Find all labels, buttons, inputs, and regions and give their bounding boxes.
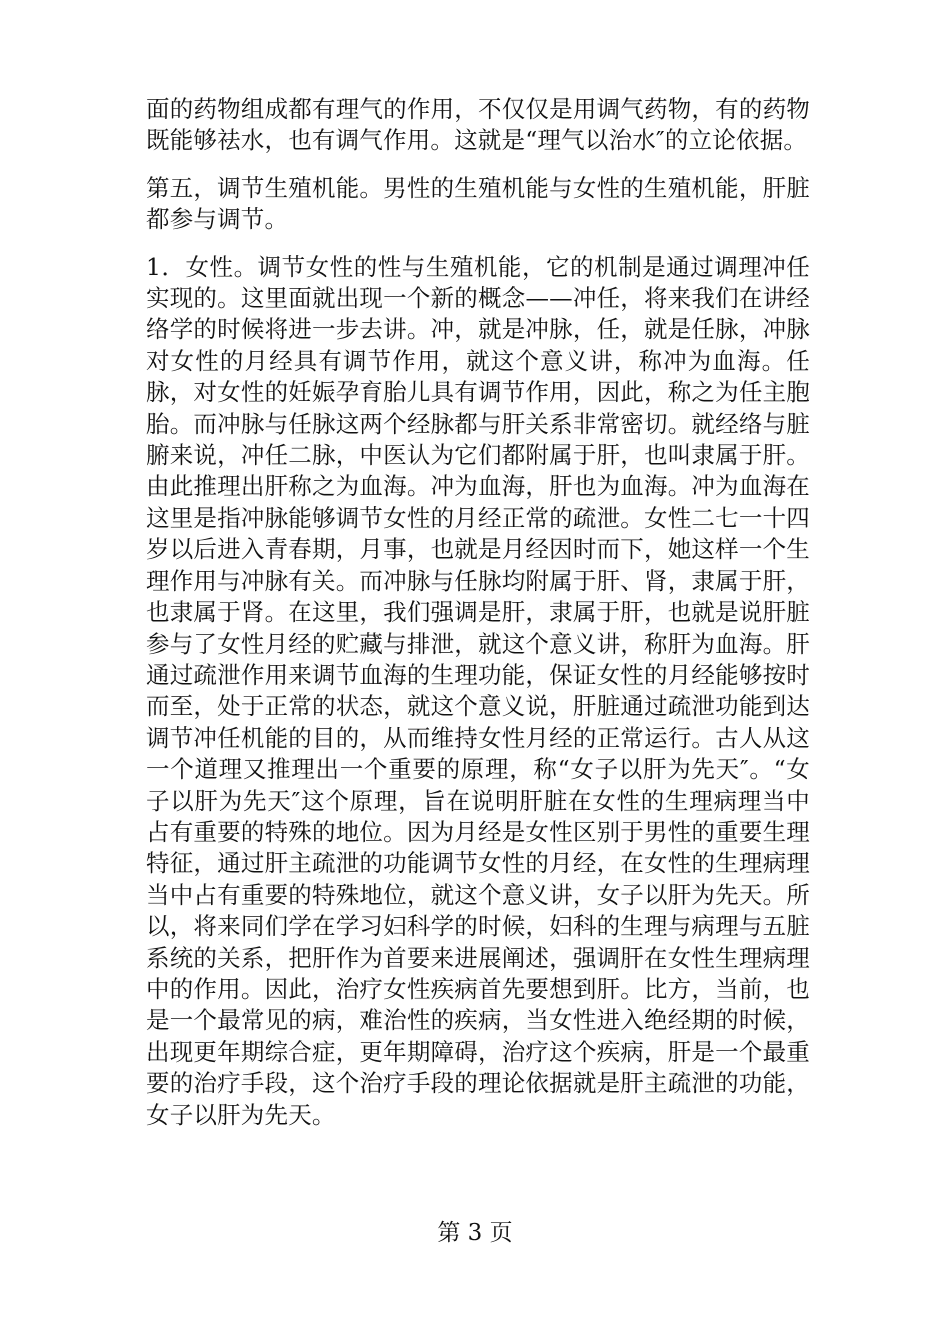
- document-body: [146, 94, 810, 1131]
- page-number-footer: 第 3 页: [437, 1220, 513, 1246]
- paragraph-3: 1．女性。调节女性的性与生殖机能，它的机制是通过调理冲任实现的。这里面就出现一个新的概念——冲任，将来我们在讲经络学的时候将进一步去讲。冲，就是冲脉，任，就是任脉，冲脉对女性的月经具有调节作用，就这个意义讲，称冲为血海。任脉，对女性的妊娠孕育胎儿具有调节作用，因此，称之为任主胞胎。而冲脉与任脉这两个经脉都与肝关系非常密切。就经络与脏腑来说，冲任二脉，中医认为它们都附属于肝，也叫隶属于肝。由此推理出肝称之为血海。冲为血海，肝也为血海。冲为血海在这里是指冲脉能够调节女性的月经正常的疏泄。女性二七一十四岁以后进入青春期，月事，也就是月经因时而下，她这样一个生理作用与冲脉有关。而冲脉与任脉均附属于肝、肾，隶属于肝，也隶属于肾。在这里，我们强调是肝，隶属于肝，也就是说肝脏参与了女性月经的贮藏与排泄，就这个意义讲，称肝为血海。肝通过疏泄作用来调节血海的生理功能，保证女性的月经能够按时而至，处于正常的状态，就这个意义说，肝脏通过疏泄功能到达调节冲任机能的目的，从而维持女性月经的正常运行。古人从这一个道理又推理出一个重要的原理，称“女子以肝为先天″。“女子以肝为先天″这个原理，旨在说明肝脏在女性的生理病理当中占有重要的特殊的地位。因为月经是女性区别于男性的重要生理特征，通过肝主疏泄的功能调节女性的月经，在女性的生理病理当中占有重要的特殊地位，就这个意义讲，女子以肝为先天。所以，将来同们学在学习妇科学的时候，妇科的生理与病理与五脏系统的关系，把肝作为首要来进展阐述，强调肝在女性生理病理中的作用。因此，治疗女性疾病首先要想到肝。比方，当前，也是一个最常见的病，难治性的疾病，当女性进入绝经期的时候，出现更年期综合症，更年期障碍，治疗这个疾病，肝是一个最重要的治疗手段，这个治疗手段的理论依据就是肝主疏泄的功能，女子以肝为先天。: [146, 252, 810, 1129]
- paragraph-1: 面的药物组成都有理气的作用，不仅仅是用调气药物，有的药物既能够祛水，也有调气作用。这就是“理气以治水″的立论依据。: [146, 95, 810, 155]
- paragraph-2: 第五，调节生殖机能。男性的生殖机能与女性的生殖机能，肝脏都参与调节。: [146, 173, 810, 234]
